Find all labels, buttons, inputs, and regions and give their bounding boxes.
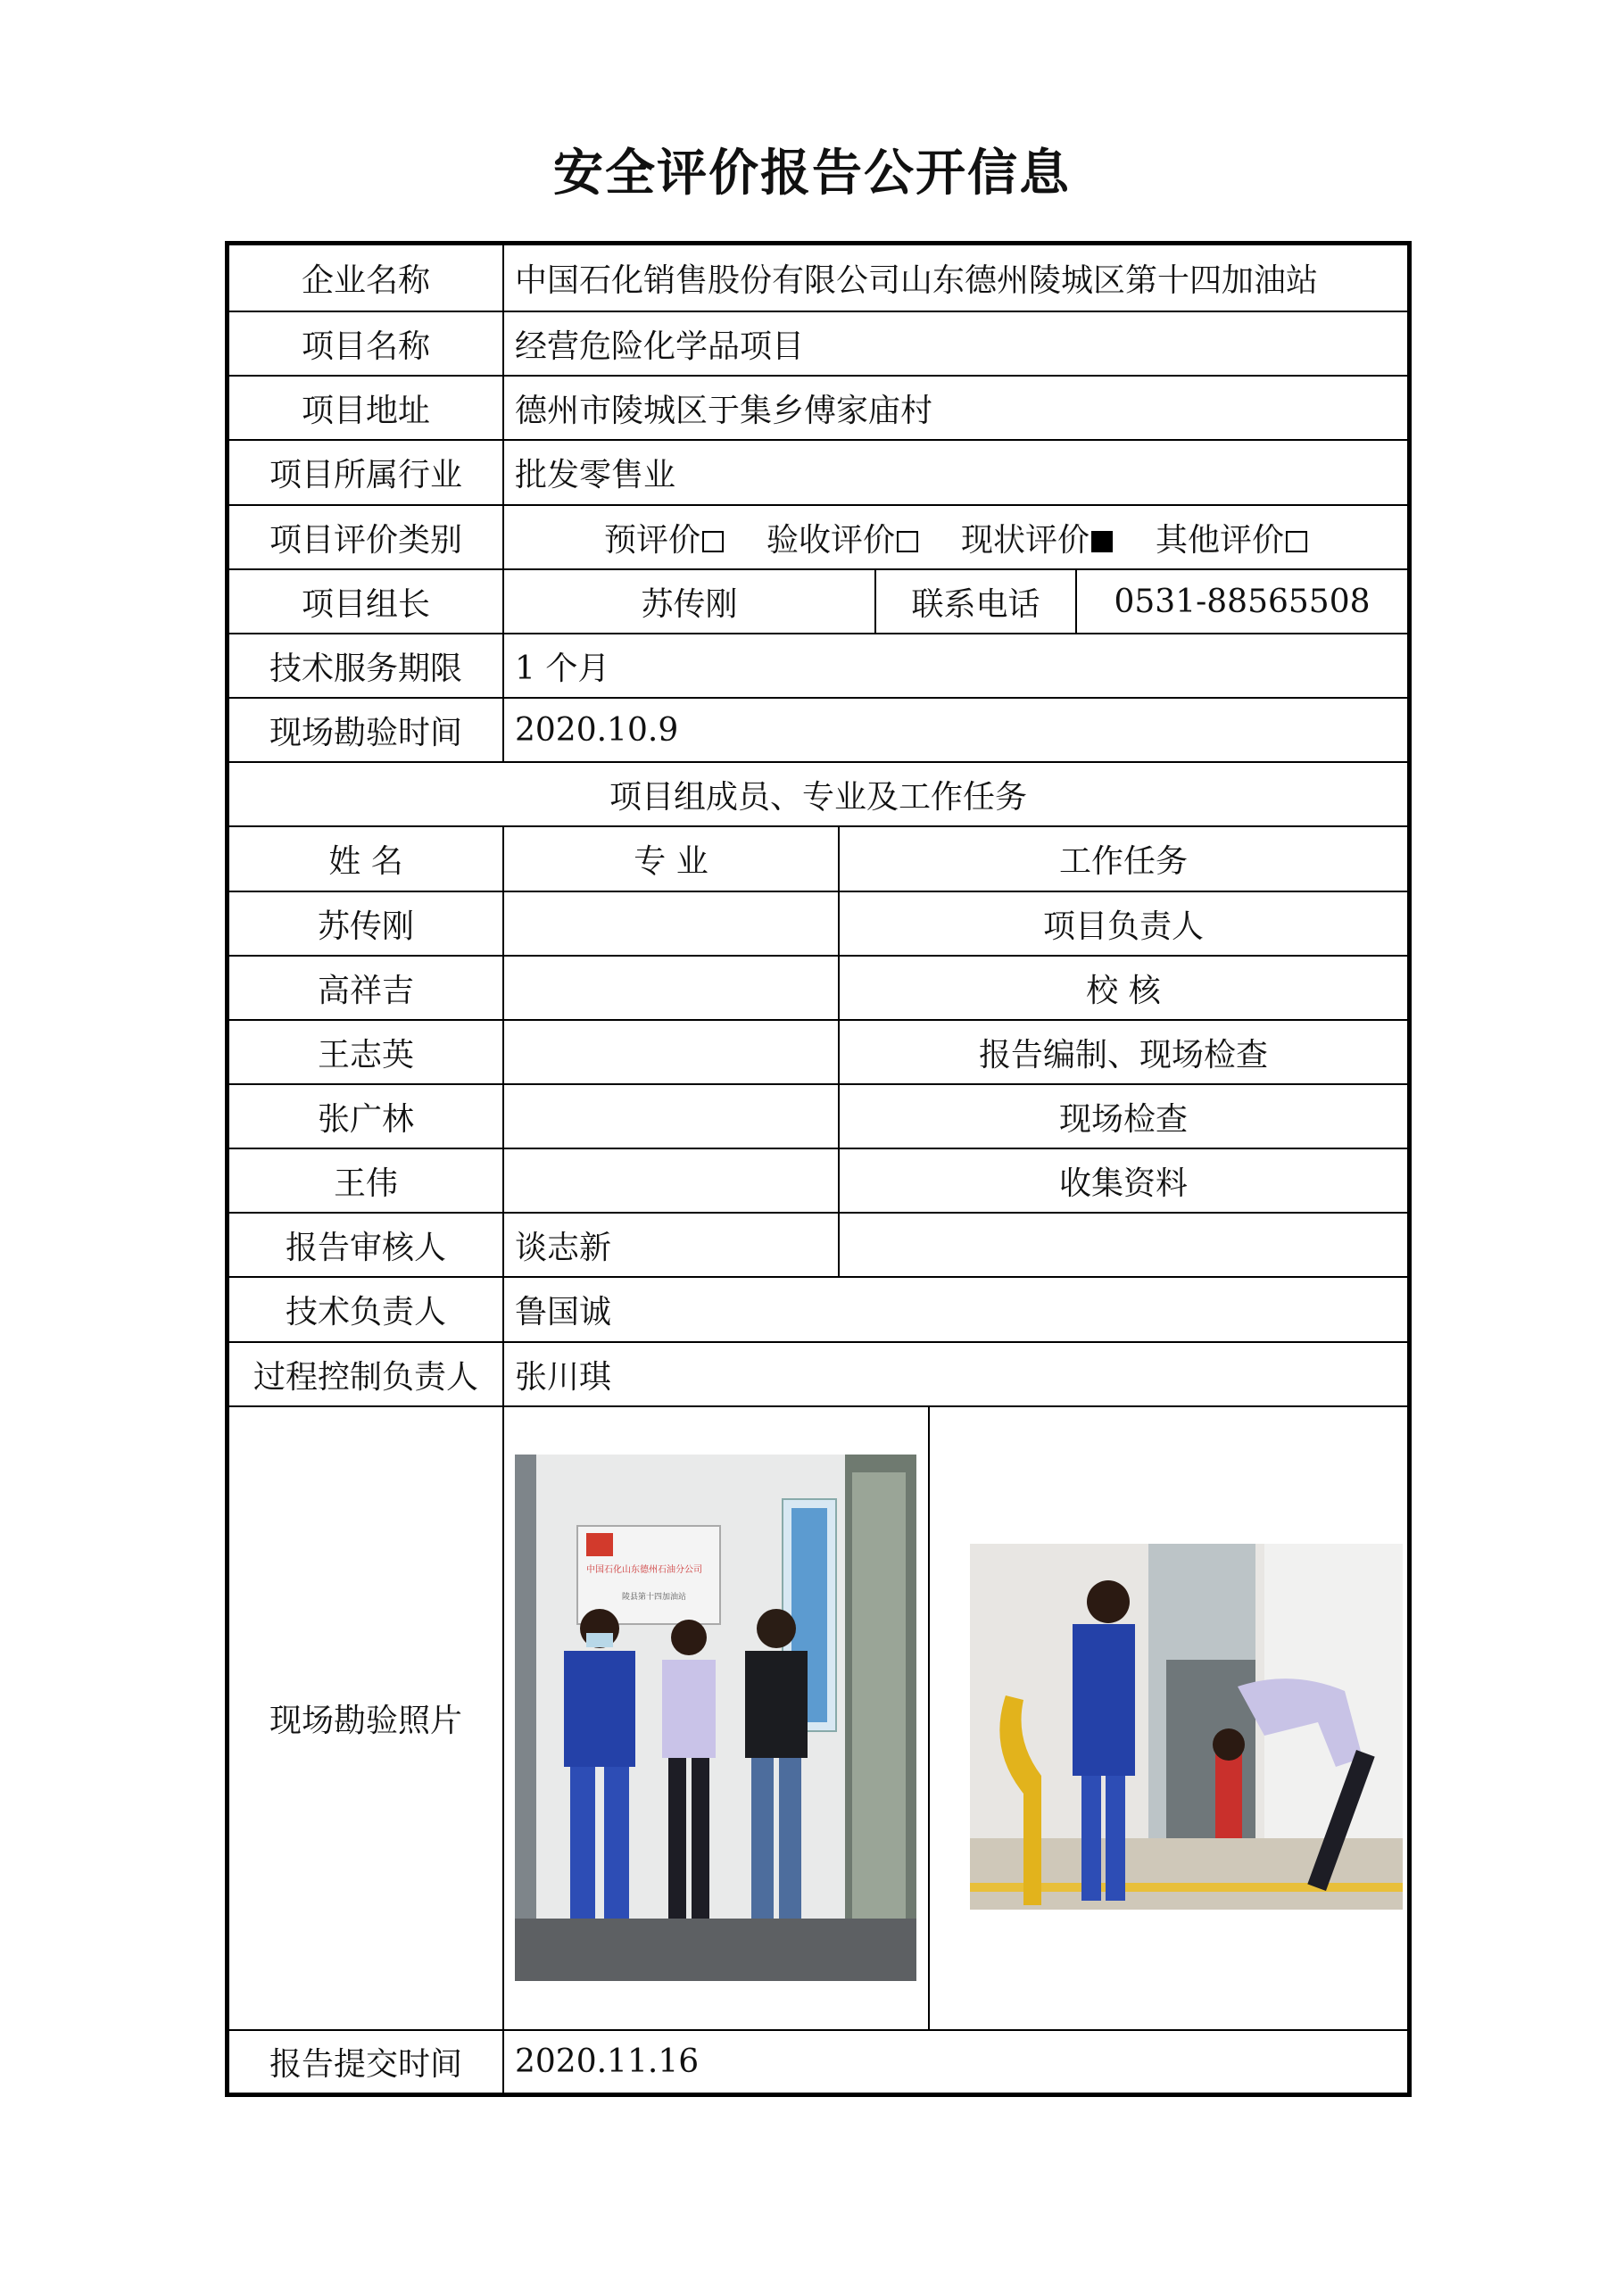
- checkbox-pre-evaluation: [702, 531, 724, 552]
- reviewer-label: 报告审核人: [285, 1229, 446, 1266]
- member-task: 现场检查: [1058, 1100, 1188, 1138]
- sign-subtext: 陵县第十四加油站: [622, 1593, 687, 1602]
- phone-label: 联系电话: [911, 585, 1040, 623]
- member-name: 苏传刚: [317, 908, 414, 945]
- tech-lead-value: 鲁国诚: [515, 1294, 612, 1330]
- sign-text: 中国石化山东德州石油分公司: [586, 1565, 702, 1575]
- process-lead-label: 过程控制负责人: [253, 1358, 478, 1396]
- tech-lead-label: 技术负责人: [285, 1294, 446, 1330]
- address-value: 德州市陵城区于集乡傅家庙村: [515, 392, 933, 429]
- member-task: 校 核: [1086, 972, 1161, 1009]
- site-photo-inspection: [970, 1544, 1403, 1910]
- leader-label: 项目组长: [301, 585, 430, 623]
- page-title: 安全评价报告公开信息: [553, 144, 1071, 203]
- member-name: 高祥吉: [317, 972, 414, 1009]
- member-task: 项目负责人: [1042, 908, 1204, 945]
- header-name: 姓 名: [328, 843, 403, 880]
- photos-label: 现场勘验照片: [269, 1703, 462, 1739]
- process-lead-value: 张川琪: [515, 1358, 612, 1396]
- category-options: [504, 506, 1407, 568]
- site-photo-group: [515, 1455, 916, 1981]
- option-pre-evaluation: 预评价: [604, 515, 724, 560]
- category-label: 项目评价类别: [269, 521, 462, 559]
- member-major: [504, 1021, 838, 1083]
- members-section-title: 项目组成员、专业及工作任务: [609, 778, 1027, 816]
- checkbox-status-evaluation: [1091, 531, 1113, 552]
- header-major: 专 业: [634, 843, 708, 880]
- header-task: 工作任务: [1058, 843, 1188, 880]
- member-major: [504, 892, 838, 955]
- info-table: [225, 241, 1412, 2097]
- period-value: 1 个月: [515, 650, 610, 687]
- member-major: [504, 957, 838, 1019]
- option-acceptance-evaluation: 验收评价: [766, 515, 918, 560]
- member-name: 王伟: [333, 1165, 398, 1202]
- project-label: 项目名称: [301, 327, 430, 365]
- industry-value: 批发零售业: [515, 457, 676, 493]
- submit-label: 报告提交时间: [269, 2046, 462, 2083]
- leader-name: 苏传刚: [641, 585, 738, 623]
- member-major: [504, 1085, 838, 1148]
- company-label: 企业名称: [301, 262, 430, 299]
- option-other-evaluation: 其他评价: [1156, 515, 1307, 560]
- submit-value: 2020.11.16: [515, 2043, 700, 2080]
- project-value: 经营危险化学品项目: [515, 327, 805, 365]
- phone-value: 0531-88565508: [1114, 583, 1371, 620]
- company-value: 中国石化销售股份有限公司山东德州陵城区第十四加油站: [515, 262, 1319, 299]
- period-label: 技术服务期限: [269, 650, 462, 687]
- member-task: 收集资料: [1058, 1165, 1188, 1202]
- checkbox-acceptance-evaluation: [897, 531, 918, 552]
- reviewer-value: 谈志新: [515, 1229, 612, 1266]
- member-name: 张广林: [317, 1100, 414, 1138]
- industry-label: 项目所属行业: [269, 457, 462, 493]
- checkbox-other-evaluation: [1286, 531, 1307, 552]
- survey-time-value: 2020.10.9: [515, 711, 679, 749]
- member-major: [504, 1149, 838, 1212]
- option-status-evaluation: 现状评价: [961, 515, 1113, 560]
- member-name: 王志英: [317, 1036, 414, 1073]
- member-task: 报告编制、现场检查: [978, 1036, 1268, 1073]
- survey-time-label: 现场勘验时间: [269, 714, 462, 751]
- address-label: 项目地址: [301, 392, 430, 429]
